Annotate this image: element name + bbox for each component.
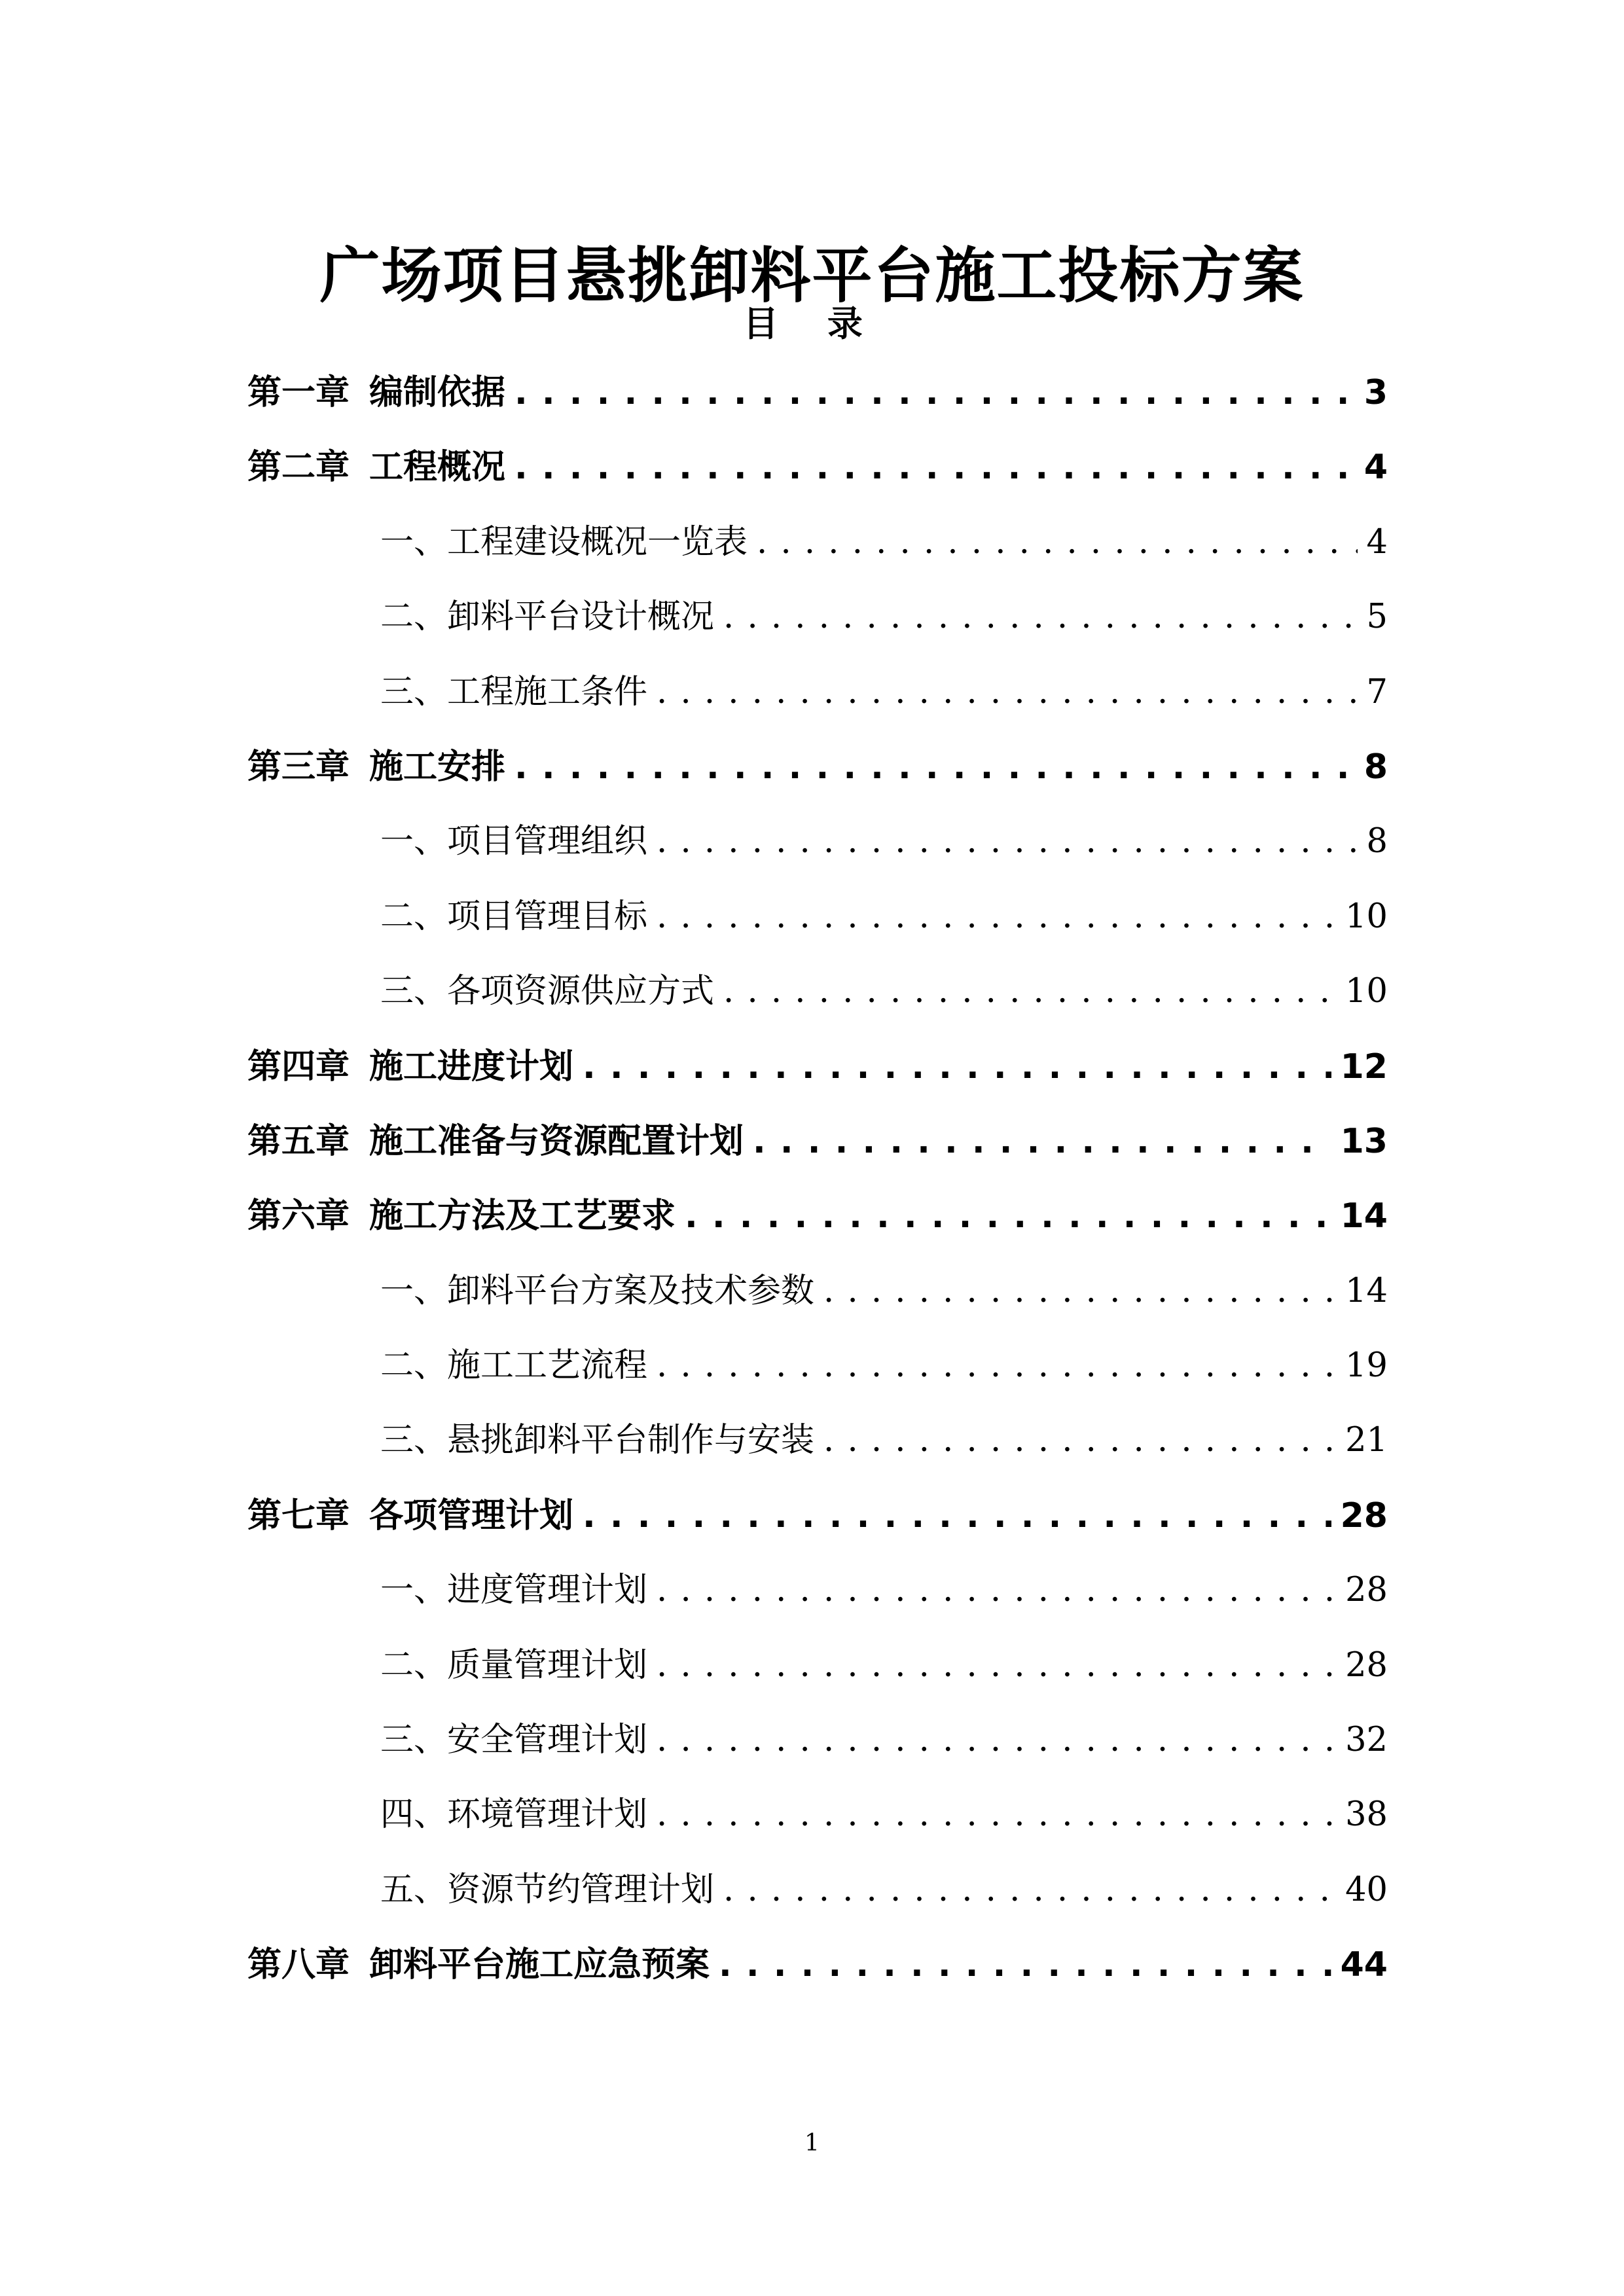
toc-page-number: 28 (1340, 1496, 1388, 1535)
toc-section[interactable] (247, 1789, 1388, 1863)
toc-section-title: 三、各项资源供应方式 (380, 972, 715, 1011)
toc-section-title: 一、工程建设概况一览表 (380, 522, 748, 562)
toc-section-title: 四、环境管理计划 (380, 1795, 648, 1835)
toc-leader-dots (757, 516, 1358, 569)
toc-section-title: 三、安全管理计划 (380, 1721, 648, 1760)
toc-section-title: 二、项目管理目标 (380, 897, 648, 936)
toc-chapter-7[interactable] (247, 1490, 1388, 1564)
toc-section[interactable] (247, 891, 1388, 965)
toc-chapter-number: 第七章 (247, 1496, 350, 1535)
toc-page-number: 14 (1340, 1196, 1388, 1236)
toc-page-number: 12 (1340, 1047, 1388, 1086)
toc-chapter-number: 第八章 (247, 1945, 350, 1985)
toc-leader-dots (514, 441, 1355, 493)
toc-leader-dots (723, 965, 1336, 1018)
toc-page-number: 10 (1345, 897, 1388, 936)
toc-page-number: 28 (1345, 1645, 1388, 1685)
toc-section[interactable] (247, 1414, 1388, 1489)
toc-section[interactable] (247, 965, 1388, 1040)
toc-page-number: 32 (1345, 1721, 1388, 1760)
toc-page-number: 19 (1345, 1346, 1388, 1386)
toc-leader-dots (657, 891, 1336, 943)
toc-page-number: 3 (1363, 373, 1388, 412)
toc-leader-dots (823, 1414, 1336, 1467)
toc-section-title: 二、施工工艺流程 (380, 1346, 648, 1386)
toc-section-title: 一、项目管理组织 (380, 822, 648, 861)
toc-page-number: 8 (1363, 747, 1388, 787)
toc-leader-dots (657, 666, 1358, 719)
toc-chapter-number: 第四章 (247, 1047, 350, 1086)
toc-leader-dots (657, 1340, 1336, 1392)
toc-leader-dots (514, 367, 1355, 419)
toc-chapter-number: 第一章 (247, 373, 350, 412)
toc-section[interactable] (247, 1564, 1388, 1639)
toc-section-title: 二、质量管理计划 (380, 1645, 648, 1685)
toc-chapter-2[interactable] (247, 441, 1388, 516)
toc-section[interactable] (247, 666, 1388, 741)
page-number: 1 (804, 2130, 820, 2157)
toc-section[interactable] (247, 1714, 1388, 1789)
toc-page-number: 4 (1363, 448, 1388, 488)
toc-heading: 目 录 (743, 303, 881, 344)
toc-page-number: 10 (1345, 972, 1388, 1011)
toc-leader-dots (723, 591, 1358, 643)
toc-leader-dots (753, 1115, 1331, 1168)
toc-section[interactable] (247, 1864, 1388, 1939)
toc-chapter-title: 工程概况 (369, 448, 506, 488)
toc-section-title: 一、卸料平台方案及技术参数 (380, 1271, 815, 1310)
toc-page-number: 8 (1366, 822, 1388, 861)
toc-chapter-number: 第五章 (247, 1121, 350, 1161)
toc-page-number: 40 (1345, 1870, 1388, 1909)
toc-leader-dots (823, 1265, 1336, 1318)
toc-page-number: 28 (1345, 1571, 1388, 1610)
toc-leader-dots (583, 1490, 1331, 1542)
toc-chapter-title: 施工安排 (369, 747, 506, 787)
toc-chapter-3[interactable] (247, 741, 1388, 816)
toc-chapter-title: 施工方法及工艺要求 (369, 1196, 676, 1236)
toc-page-number: 13 (1340, 1121, 1388, 1161)
toc-chapter-4[interactable] (247, 1041, 1388, 1115)
toc-leader-dots (514, 741, 1355, 793)
toc-chapter-title: 施工进度计划 (369, 1047, 574, 1086)
toc-section-title: 三、悬挑卸料平台制作与安装 (380, 1421, 815, 1460)
toc-leader-dots (657, 816, 1358, 868)
table-of-contents (247, 367, 1388, 2014)
toc-page-number: 44 (1340, 1945, 1388, 1985)
toc-leader-dots (719, 1939, 1331, 1991)
toc-chapter-title: 编制依据 (369, 373, 506, 412)
toc-leader-dots (723, 1864, 1336, 1916)
toc-chapter-1[interactable] (247, 367, 1388, 441)
toc-page-number: 4 (1366, 522, 1388, 562)
toc-section[interactable] (247, 1640, 1388, 1714)
toc-leader-dots (657, 1640, 1336, 1692)
toc-page-number: 38 (1345, 1795, 1388, 1835)
toc-leader-dots (657, 1564, 1336, 1617)
toc-section[interactable] (247, 516, 1388, 591)
toc-section-title: 二、卸料平台设计概况 (380, 598, 715, 637)
toc-chapter-number: 第三章 (247, 747, 350, 787)
toc-page-number: 5 (1366, 598, 1388, 637)
toc-chapter-number: 第二章 (247, 448, 350, 488)
toc-leader-dots (583, 1041, 1331, 1093)
toc-section[interactable] (247, 591, 1388, 666)
toc-section[interactable] (247, 1265, 1388, 1340)
toc-chapter-title: 各项管理计划 (369, 1496, 574, 1535)
toc-page-number: 7 (1366, 672, 1388, 711)
toc-leader-dots (685, 1190, 1331, 1242)
document-title: 广场项目悬挑卸料平台施工投标方案 (319, 240, 1305, 311)
toc-chapter-8[interactable] (247, 1939, 1388, 2013)
toc-section-title: 五、资源节约管理计划 (380, 1870, 715, 1909)
toc-chapter-5[interactable] (247, 1115, 1388, 1190)
toc-section-title: 三、工程施工条件 (380, 672, 648, 711)
toc-page-number: 14 (1345, 1271, 1388, 1310)
toc-leader-dots (657, 1714, 1336, 1767)
toc-chapter-title: 卸料平台施工应急预案 (369, 1945, 710, 1985)
toc-section[interactable] (247, 1340, 1388, 1414)
toc-chapter-title: 施工准备与资源配置计划 (369, 1121, 744, 1161)
toc-page-number: 21 (1345, 1421, 1388, 1460)
toc-section-title: 一、进度管理计划 (380, 1571, 648, 1610)
toc-chapter-6[interactable] (247, 1190, 1388, 1265)
toc-leader-dots (657, 1789, 1336, 1841)
toc-chapter-number: 第六章 (247, 1196, 350, 1236)
toc-section[interactable] (247, 816, 1388, 890)
